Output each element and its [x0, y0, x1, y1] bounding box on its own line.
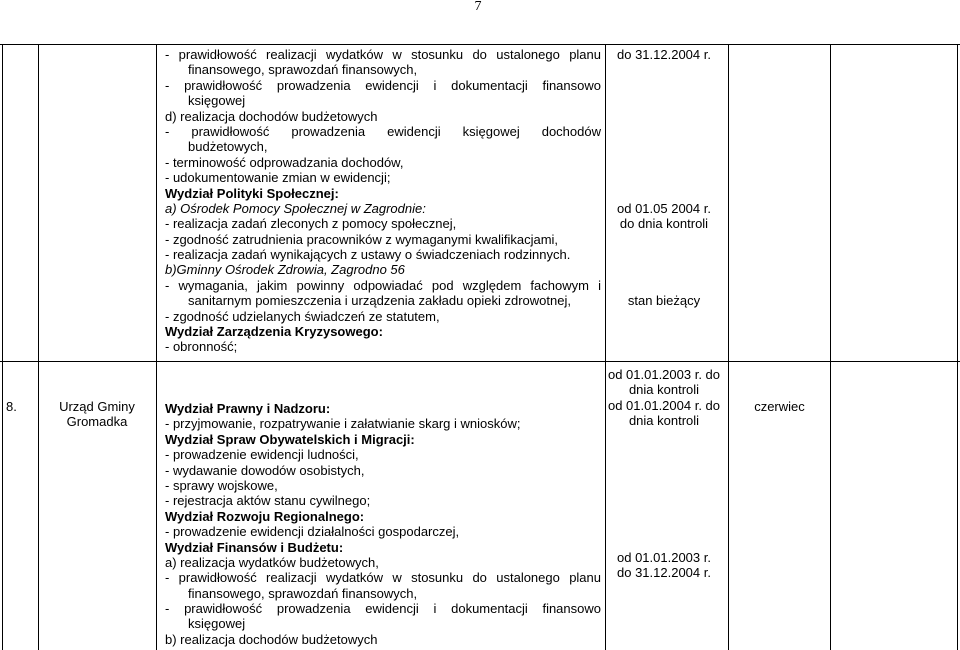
scope-line: - wymagania, jakim powinny odpowiadać pod względem fachowym i [165, 277, 601, 293]
scope-line: - udokumentowanie zmian w ewidencji; [165, 170, 391, 186]
row8-scope [165, 401, 601, 647]
row8-number: 8. [6, 399, 17, 414]
department-heading: Wydział Zarządzenia Kryzysowego: [165, 324, 383, 340]
row7-period-end: do 31.12.2004 r. [617, 47, 711, 62]
unit-heading: b)Gminny Ośrodek Zdrowia, Zagrodno 56 [165, 262, 405, 278]
scope-line: budżetowych, [188, 139, 268, 155]
scope-line: - zgodność udzielanych świadczeń ze statutem, [165, 308, 440, 324]
scope-line: - prawidłowość prowadzenia ewidencji i dokumentacji finansowo [165, 601, 601, 617]
unit-heading: a) Ośrodek Pomocy Społecznej w Zagrodnie: [165, 200, 426, 216]
scope-line: - prowadzenie ewidencji ludności, [165, 447, 359, 463]
row7-period-until: do dnia kontroli [619, 216, 709, 231]
period-line: od 01.01.2003 r. do [607, 367, 721, 382]
scope-line: - zgodność zatrudnienia pracowników z wymaganymi kwalifikacjami, [165, 231, 559, 247]
department-heading: Wydział Rozwoju Regionalnego: [165, 508, 365, 524]
unit-name-line: Urząd Gminy [59, 399, 135, 414]
scope-line: księgowej [188, 616, 246, 632]
row8-month: czerwiec [754, 399, 805, 414]
row8-period-1 [606, 367, 722, 398]
department-heading: Wydział Prawny i Nadzoru: [165, 401, 331, 416]
scope-line: - realizacja zadań zleconych z pomocy społecznej, [165, 216, 457, 232]
period-line: dnia kontroli [628, 382, 700, 398]
scope-line: - przyjmowanie, rozpatrywanie i załatwianie skarg i wniosków; [165, 416, 521, 432]
scope-line: finansowego, sprawozdań finansowych, [188, 585, 418, 601]
scope-line: - obronność; [165, 339, 238, 355]
scope-line: d) realizacja dochodów budżetowych [165, 108, 378, 124]
row8-period-2 [606, 398, 722, 429]
department-heading: Wydział Spraw Obywatelskich i Migracji: [165, 431, 415, 447]
row8-period-3 [606, 550, 722, 581]
scope-line: - rejestracja aktów stanu cywilnego; [165, 493, 371, 509]
department-heading: Wydział Polityki Społecznej: [165, 185, 339, 201]
scope-line: - prawidłowość prowadzenia ewidencji i dokumentacji finansowo [165, 77, 601, 93]
scope-line: - terminowość odprowadzania dochodów, [165, 154, 404, 170]
row7-period-current: stan bieżący [627, 293, 701, 308]
scope-line: - realizacja zadań wynikających z ustawy o świadczeniach rodzinnych. [165, 247, 571, 263]
scope-line: księgowej [188, 93, 246, 109]
period-line: do 31.12.2004 r. [617, 565, 711, 581]
scope-line: - prawidłowość prowadzenia ewidencji księgowej dochodów [165, 123, 601, 139]
scope-line: - prowadzenie ewidencji działalności gospodarczej, [165, 524, 460, 540]
scope-line: - wydawanie dowodów osobistych, [165, 462, 365, 478]
scope-line: sanitarnym pomieszczenia i urządzenia zakładu opieki zdrowotnej, [188, 293, 571, 309]
page-number: 7 [474, 0, 482, 14]
period-line: dnia kontroli [628, 413, 700, 429]
scope-line: - sprawy wojskowe, [165, 477, 278, 493]
scope-line: finansowego, sprawozdań finansowych, [188, 62, 418, 78]
department-heading: Wydział Finansów i Budżetu: [165, 539, 344, 555]
row8-unit [38, 399, 156, 430]
scope-line: b) realizacja dochodów budżetowych [165, 631, 378, 647]
period-line: od 01.01.2004 r. do [607, 398, 721, 413]
scope-line: a) realizacja wydatków budżetowych, [165, 554, 379, 570]
row7-period-start: od 01.05 2004 r. [617, 201, 711, 216]
row7-scope [165, 47, 601, 355]
scope-line: - prawidłowość realizacji wydatków w stosunku do ustalonego planu [165, 570, 601, 586]
period-line: od 01.01.2003 r. [617, 550, 711, 565]
scope-line: - prawidłowość realizacji wydatków w stosunku do ustalonego planu [165, 47, 601, 62]
unit-name-line: Gromadka [66, 414, 128, 430]
